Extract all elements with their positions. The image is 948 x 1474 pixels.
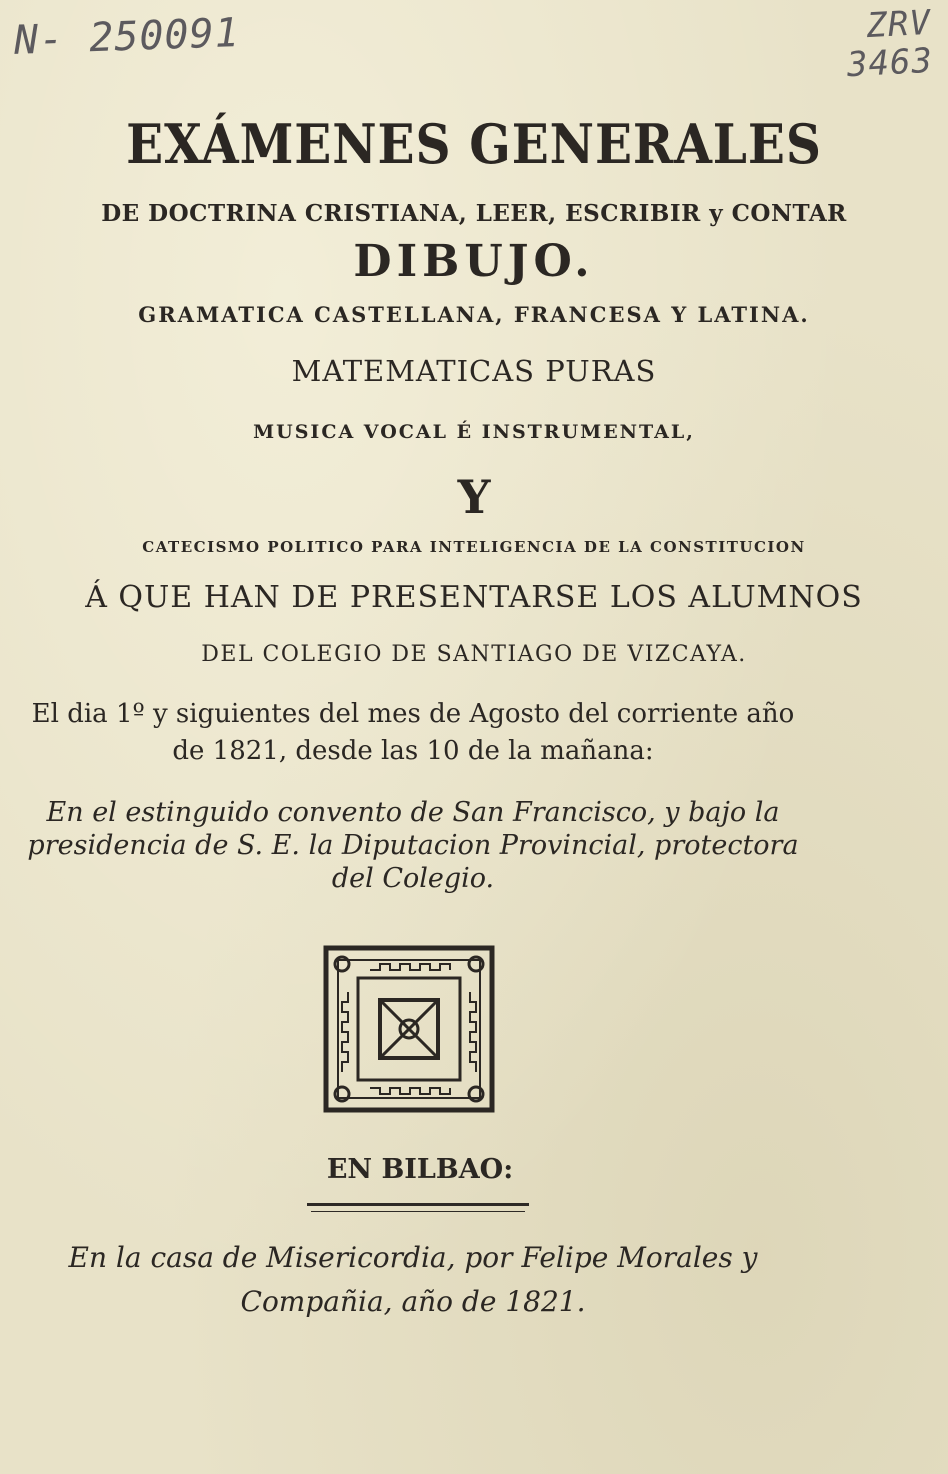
subtitle-gramatica: GRAMATICA CASTELLANA, FRANCESA Y LATINA. <box>138 302 810 327</box>
shelfmark-left: N- 250091 <box>13 10 241 64</box>
main-title: EXÁMENES GENERALES <box>126 112 822 176</box>
divider-rule-thick <box>307 1203 529 1206</box>
shelfmark-right <box>844 4 934 84</box>
subtitle-y: Y <box>457 470 491 524</box>
subtitle-colegio: DEL COLEGIO DE SANTIAGO DE VIZCAYA. <box>201 642 747 667</box>
location-paragraph: En el estinguido convento de San Francisco, y bajo la presidencia de S. E. la Diputacion Provincial, protectora del Colegio. <box>27 797 799 894</box>
place-of-printing: EN BILBAO: <box>326 1154 514 1185</box>
shelfmark-right-line2: 3463 <box>846 40 934 86</box>
subtitle-musica: MUSICA VOCAL É INSTRUMENTAL, <box>253 421 695 443</box>
subtitle-dibujo: DIBUJO. <box>353 236 595 287</box>
imprint: En la casa de Misericordia, por Felipe Morales y Compañia, año de 1821. <box>68 1241 758 1318</box>
date-paragraph: El dia 1º y siguientes del mes de Agosto del corriente año de 1821, desde las 10 de la mañana: <box>31 699 795 766</box>
divider-rule-thin <box>311 1211 525 1212</box>
subtitle-catecismo: CATECISMO POLITICO PARA INTELIGENCIA DE LA CONSTITUCION <box>142 538 806 556</box>
subtitle-matematicas: MATEMATICAS PURAS <box>291 354 657 388</box>
subtitle-alumnos: Á QUE HAN DE PRESENTARSE LOS ALUMNOS <box>85 580 863 615</box>
subtitle-doctrina: DE DOCTRINA CRISTIANA, LEER, ESCRIBIR y CONTAR <box>101 200 847 227</box>
printer-fleuron-icon <box>322 944 496 1114</box>
shelfmark-right-line1: ZRV <box>865 2 932 47</box>
